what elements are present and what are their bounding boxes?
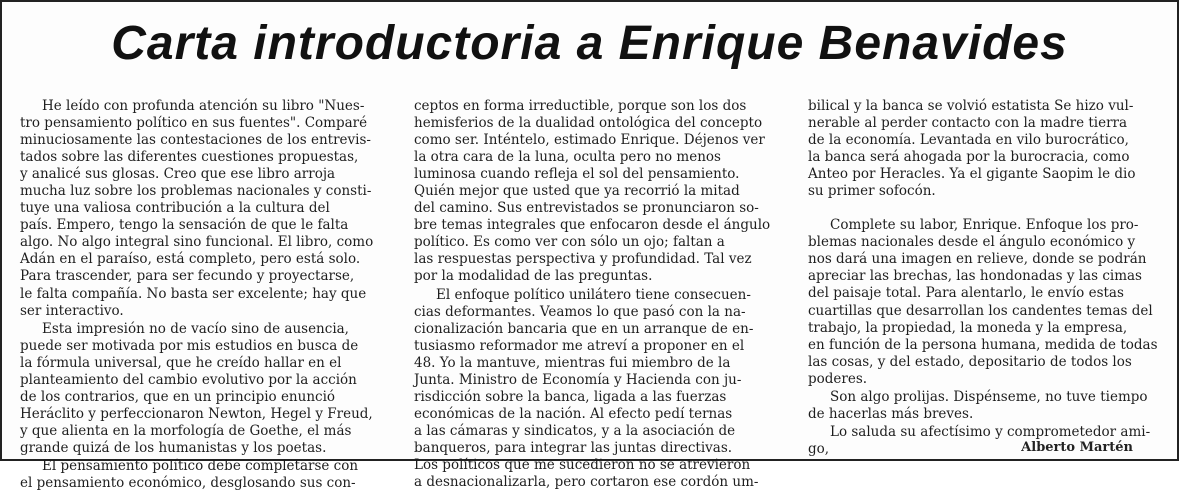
paragraph: bilical y la banca se volvió estatista Se hizo vul- nerable al perder contacto con la madre tierra de la economía. Levantada en vilo burocrático, la banca será ahogada por la burocracia, como Anteo por Heracles. Ya el gigante Saopim le dio su primer sofocón. [808, 98, 1136, 200]
paragraph: ceptos en forma irreductible, porque son los dos hemisferios de la dualidad ontológica del concepto como ser. Inténtelo, estimado Enrique. Déjenos ver la otra cara de la luna, oculta pero no menos luminosa cuando refleja el sol del pensamiento. Quién mejor que usted que ya recorrió la mitad del camino. Sus entrevistados se pronunciaron so- bre temas integrales que enfocaron desde el ángulo político. Es como ver con sólo un ojo; faltan a las respuestas perspectiva y profundidad. Tal vez por la modalidad de las preguntas. [414, 98, 771, 285]
paragraph: Complete su labor, Enrique. Enfoque los pro- blemas nacionales desde el ángulo económico y nos dará una imagen en relieve, donde se podrán apreciar las brechas, las hondonadas y las cimas del paisaje total. Para alentarlo, le envío estas cuartillas que desarrollan los candentes temas del trabajo, la propiedad, la moneda y la empresa, en función de la persona humana, medida de todas las cosas, y del estado, depositario de todos los poderes. [808, 217, 1158, 387]
author-signature: Alberto Martén [1021, 440, 1133, 455]
paragraph: El enfoque político unilátero tiene consecuen- cias deformantes. Veamos lo que pasó con la na- cionalización bancaria que en un arranque de en- tusiasmo reformador me atreví a proponer en el 48. Yo la mantuve, mientras fui miembro de la Junta. Ministro de Economía y Hacienda con ju- risdicción sobre la banca, ligada a las fuerzas económicas de la nación. Al efecto pedí ternas a las cámaras y sindicatos, y a la asociación de banqueros, para integrar las juntas directivas. Los políticos que me sucedieron no se atrevieron a desnacionalizarla, pero cortaron ese cordón um- [414, 286, 759, 491]
text-column-3 [808, 98, 1168, 458]
paragraph: Son algo prolijas. Dispénseme, no tuve tiempo de hacerlas más breves. [808, 388, 1148, 422]
paragraph: He leído con profunda atención su libro "Nues- tro pensamiento político en sus fuentes". Comparé minuciosamente las contestaciones de los entrevis- tados sobre las diferentes cuestiones propuestas, y analicé sus glosas. Creo que ese libro arroja mucha luz sobre los problemas nacionales y consti- tuye una valiosa contribución a la cultura del país. Empero, tengo la sensación de que le falta algo. No algo integral sino funcional. El libro, como Adán en el paraíso, está completo, pero está solo. Para trascender, para ser fecundo y proyectarse, le falta compañía. No basta ser excelente; hay que ser interactivo. [20, 98, 374, 319]
paragraph: Esta impresión no de vacío sino de ausencia, puede ser motivada por mis estudios en busca de la fórmula universal, que he creído hallar en el planteamiento del cambio evolutivo por la acción de los contrarios, que en un principio enunció Heráclito y perfeccionaron Newton, Hegel y Freud, y que alienta en la morfología de Goethe, el más grande quizá de los humanistas y los poetas. [20, 320, 373, 456]
text-column-2 [414, 98, 776, 491]
paragraph: El pensamiento político debe completarse con el pensamiento económico, desglosando sus con- [20, 457, 359, 492]
article-title: Carta introductoria a Enrique Benavides [111, 17, 1068, 70]
paragraph: Lo saluda su afectísimo y comprometedor ami- go, [808, 423, 1151, 457]
text-column-1 [20, 98, 386, 492]
